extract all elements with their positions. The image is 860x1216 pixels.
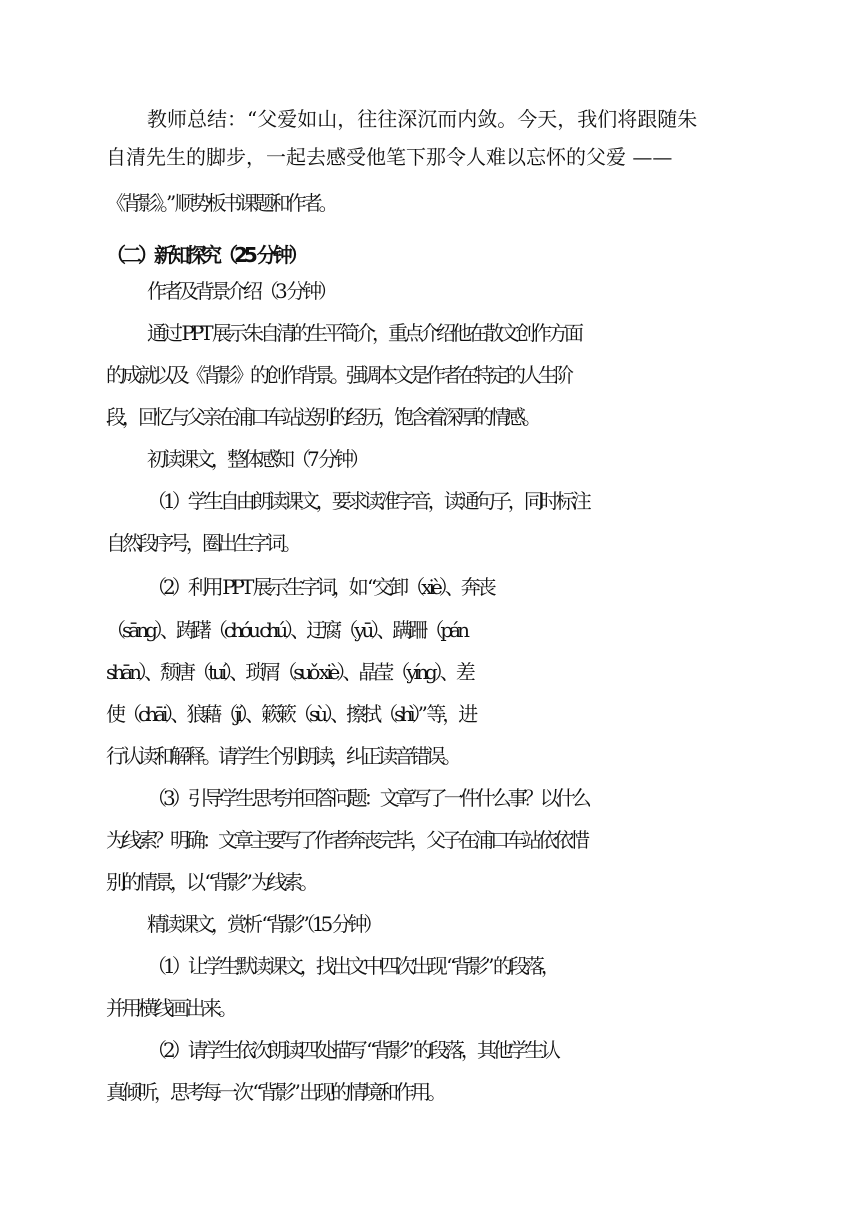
text-line: shān）、颓唐（tuí）、琐屑（suǒ xiè）、晶莹（yíng）、差 — [106, 660, 472, 684]
text-line: 使（chāi）、狼藉（jí）、簌簌（sù）、擦拭（shì）” 等，进 — [106, 702, 475, 726]
subsection-title: 精读课文，赏析 “背影”（15 分钟） — [147, 912, 380, 936]
text-line: （3）引导学生思考并回答问题：文章写了一件什么事？以什么 — [147, 786, 588, 810]
text-line: （2）请学生依次朗读四处描写 “背影” 的段落，其他学生认 — [147, 1038, 557, 1062]
subsection-title: 作者及背景介绍（3 分钟） — [147, 279, 335, 303]
text-line: （sāng）、踌躇（chóu chú）、迂腐（yū）、蹒跚（pán — [106, 618, 466, 642]
text-line: 自清先生的脚步，一起去感受他笔下那令人难以忘怀的父爱 —— — [106, 145, 673, 169]
text-line: 《背影》。” 顺势板书课题和作者。 — [106, 191, 335, 215]
text-line: 段，回忆与父亲在浦口车站送别的经历，饱含着深厚的情感。 — [106, 405, 538, 429]
text-line: 的成就以及《背影》的创作背景。强调本文是作者在特定的人生阶 — [106, 363, 570, 387]
text-line: 为线索？明确：文章主要写了作者奔丧完毕，父子在浦口车站依依惜 — [106, 828, 586, 852]
text-line: 真倾听，思考每一次 “背影” 出现的情境和作用。 — [106, 1080, 444, 1104]
section-heading: （二）新知探究（25 分钟） — [106, 243, 305, 267]
text-line: 通过 PPT 展示朱自清的生平简介，重点介绍他在散文创作方面 — [147, 321, 580, 345]
text-line: 行认读和解释。请学生个别朗读，纠正读音错误。 — [106, 744, 458, 768]
text-line: 自然段序号，圈出生字词。 — [106, 531, 298, 555]
text-line: （1）让学生默读课文，找出文中四次出现 “背影” 的段落， — [147, 954, 557, 978]
text-line: 教师总结：“父爱如山，往往深沉而内敛。今天，我们将跟随朱 — [147, 107, 698, 131]
text-line: （2）利用 PPT 展示生字词，如 “交卸（xiè）、奔丧 — [147, 575, 493, 599]
text-line: 并用横线画出来。 — [106, 996, 234, 1020]
text-line: （1）学生自由朗读课文，要求读准字音，读通句子，同时标注 — [147, 489, 588, 513]
subsection-title: 初读课文，整体感知（7 分钟） — [147, 447, 367, 471]
text-line: 别的情景，以 “背影” 为线索。 — [106, 870, 316, 894]
